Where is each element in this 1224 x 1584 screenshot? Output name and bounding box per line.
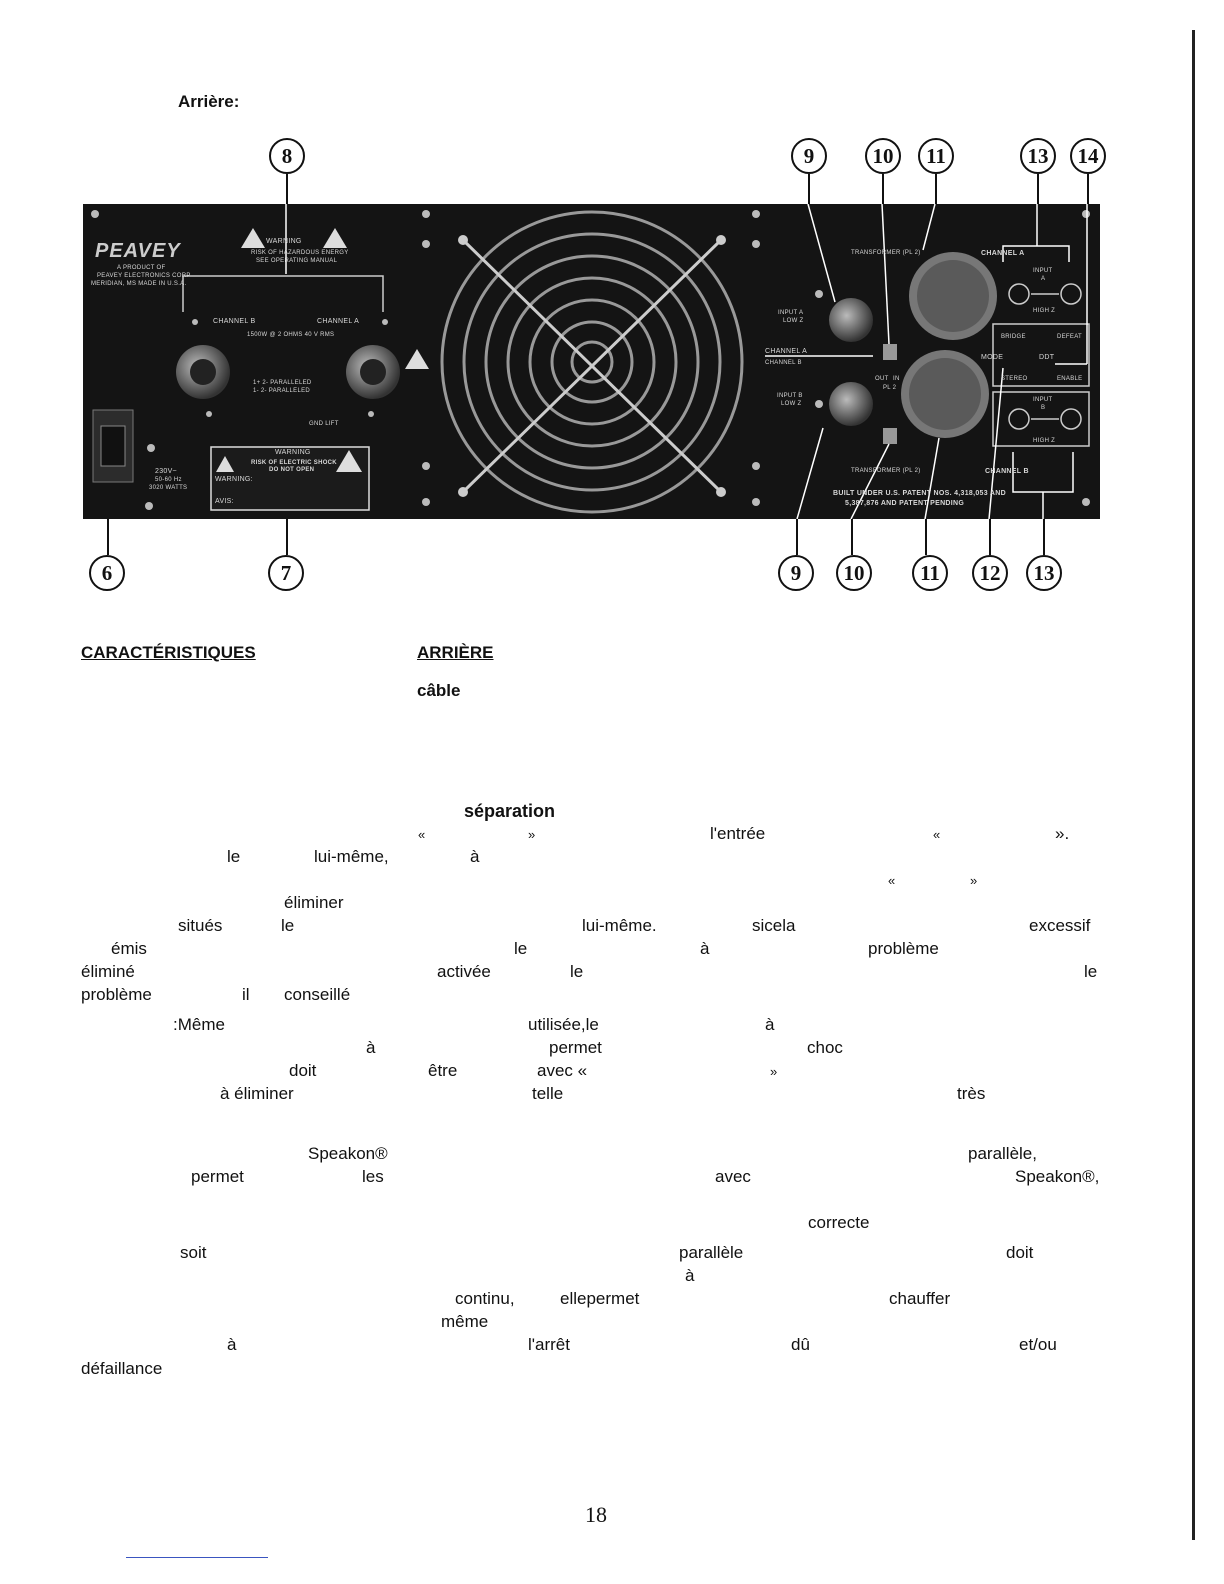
panel-channel-b-right: CHANNEL B (985, 468, 1029, 475)
callout-10-top: 10 (865, 138, 901, 174)
panel-warning-line-2: SEE OPERATING MANUAL (256, 258, 338, 264)
word-a-1: à (470, 847, 480, 866)
panel-input-b-lowz-1: INPUT B (777, 393, 803, 399)
word-meme-2: même (441, 1312, 489, 1331)
panel-input-a-lowz-2: LOW Z (783, 318, 804, 324)
callout-14-top: 14 (1070, 138, 1106, 174)
word-excessif: excessif (1029, 916, 1091, 935)
word-permet-1: permet (549, 1038, 602, 1057)
panel-gnd-lift: GND LIFT (309, 421, 339, 427)
leader-line (107, 519, 109, 555)
panel-ch-a-label: CHANNEL A (765, 348, 808, 355)
leader-line (935, 174, 937, 204)
word-a-4: à (366, 1038, 376, 1057)
panel-bridge: BRIDGE (1001, 334, 1026, 340)
callout-12-bottom: 12 (972, 555, 1008, 591)
panel-channel-a-right: CHANNEL A (981, 250, 1025, 257)
leader-line (1037, 174, 1039, 204)
callout-13-bottom: 13 (1026, 555, 1062, 591)
word-utilisee: utilisée,le (528, 1015, 599, 1034)
word-separation: séparation (464, 801, 556, 821)
rear-panel-graphics (83, 204, 1100, 519)
callout-9-top: 9 (791, 138, 827, 174)
leader-line (1087, 174, 1089, 204)
panel-out: OUT (875, 376, 889, 382)
leader-line (851, 519, 853, 555)
panel-defeat: DEFEAT (1057, 334, 1083, 340)
heading-caracteristiques: CARACTÉRISTIQUES (81, 643, 256, 662)
panel-input-b-lowz-2: LOW Z (781, 401, 802, 407)
word-situes: situés (178, 916, 223, 935)
word-continu: continu, (455, 1289, 515, 1308)
quote-open-3: « (888, 873, 896, 888)
panel-warnbox-shock: RISK OF ELECTRIC SHOCK (251, 460, 337, 466)
leader-line (882, 174, 884, 204)
panel-warning-title: WARNING (266, 238, 302, 245)
word-il: il (242, 985, 250, 1004)
footnote-rule (126, 1557, 268, 1558)
panel-power-3: 3020 WATTS (149, 485, 188, 491)
word-le-3: le (514, 939, 528, 958)
leader-line (286, 174, 288, 204)
panel-power-2: 50-60 Hz (155, 477, 182, 483)
panel-pl2: PL 2 (883, 385, 897, 391)
word-a-3: à (765, 1015, 775, 1034)
word-a-5: à (685, 1266, 695, 1285)
word-probleme-2: problème (81, 985, 152, 1004)
word-du: dû (791, 1335, 810, 1354)
word-le-1: le (227, 847, 241, 866)
panel-warnbox-warning: WARNING: (215, 476, 253, 483)
leader-line (1043, 519, 1045, 555)
panel-warning-line-1: RISK OF HAZARDOUS ENERGY (251, 250, 349, 256)
callout-8-top: 8 (269, 138, 305, 174)
leader-line (808, 174, 810, 204)
word-probleme-1: problème (868, 939, 939, 958)
word-meme-1: :Même (173, 1015, 225, 1034)
callout-7-bottom: 7 (268, 555, 304, 591)
word-sicela: sicela (752, 916, 796, 935)
panel-warnbox-open: DO NOT OPEN (269, 467, 315, 473)
word-a-6: à (227, 1335, 237, 1354)
quote-close-4: » (770, 1064, 778, 1079)
panel-input-a-lowz-1: INPUT A (778, 310, 804, 316)
quote-close-1: » (528, 827, 536, 842)
word-ellepermet: ellepermet (560, 1289, 640, 1308)
callout-6-bottom: 6 (89, 555, 125, 591)
quote-open-1: « (418, 827, 426, 842)
panel-high-z-b: HIGH Z (1033, 438, 1056, 444)
leader-line (925, 519, 927, 555)
word-parallele-1: parallèle, (968, 1144, 1037, 1163)
callout-11-bottom: 11 (912, 555, 948, 591)
panel-paralleled-2: 1- 2- PARALLELED (253, 388, 311, 394)
panel-channel-a: CHANNEL A (317, 318, 360, 325)
quote-close-3: » (970, 873, 978, 888)
word-soit: soit (180, 1243, 207, 1262)
word-telle: telle (532, 1084, 564, 1103)
word-choc: choc (807, 1038, 843, 1057)
rear-panel-photo (83, 204, 1100, 519)
panel-brand-logo: PEAVEY (95, 240, 181, 262)
callout-10-bottom: 10 (836, 555, 872, 591)
word-conseille: conseillé (284, 985, 351, 1004)
panel-mode: MODE (981, 354, 1004, 361)
section-label: Arrière: (178, 92, 240, 111)
word-lui-meme-2: lui-même. (582, 916, 657, 935)
panel-transformer-top: TRANSFORMER (PL 2) (851, 250, 921, 256)
panel-stereo: STEREO (1001, 376, 1028, 382)
panel-patent-1: BUILT UNDER U.S. PATENT NOS. 4,318,053 AND (833, 490, 1006, 497)
word-permet-2: permet (191, 1167, 244, 1186)
panel-brand-sub-3: MERIDIAN, MS MADE IN U.S.A. (91, 281, 187, 287)
heading-arriere: ARRIÈRE (417, 643, 494, 662)
panel-input-b-hi-1: INPUT (1033, 397, 1053, 403)
quote-close-2: ». (1055, 824, 1070, 843)
panel-paralleled-1: 1+ 2- PARALLELED (253, 380, 312, 386)
word-arret: l'arrêt (528, 1335, 570, 1354)
word-elimine: éliminé (81, 962, 135, 981)
panel-patent-2: 5,387,876 AND PATENT PENDING (845, 500, 965, 507)
word-et-ou: et/ou (1019, 1335, 1057, 1354)
panel-warnbox-avis: AVIS: (215, 498, 234, 505)
leader-line (989, 519, 991, 555)
word-speakon-2: Speakon®, (1015, 1167, 1100, 1186)
word-doit-2: doit (1006, 1243, 1034, 1262)
word-activee: activée (437, 962, 491, 981)
panel-brand-sub-1: A PRODUCT OF (117, 265, 166, 271)
panel-in: IN (893, 376, 900, 382)
word-a-2: à (700, 939, 710, 958)
panel-transformer-bottom: TRANSFORMER (PL 2) (851, 468, 921, 474)
word-etre: être (428, 1061, 458, 1080)
word-eliminer-1: éliminer (284, 893, 344, 912)
word-entree: l'entrée (710, 824, 766, 843)
word-lui-meme-1: lui-même, (314, 847, 389, 866)
word-avec-1: avec « (537, 1061, 588, 1080)
panel-rating: 1500W @ 2 OHMS 40 V RMS (247, 332, 335, 338)
callout-13-top: 13 (1020, 138, 1056, 174)
panel-brand-sub-2: PEAVEY ELECTRONICS CORP (97, 273, 191, 279)
panel-ddt: DDT (1039, 354, 1055, 361)
word-le-5: le (1084, 962, 1098, 981)
word-cable: câble (417, 681, 461, 700)
word-defaillance: défaillance (81, 1359, 163, 1378)
word-chauffer: chauffer (889, 1289, 951, 1308)
panel-input-a-hi-1: INPUT (1033, 268, 1053, 274)
panel-channel-b: CHANNEL B (213, 318, 256, 325)
word-parallele-2: parallèle (679, 1243, 744, 1262)
callout-9-bottom: 9 (778, 555, 814, 591)
word-tres: très (957, 1084, 986, 1103)
word-speakon-1: Speakon® (308, 1144, 388, 1163)
word-les: les (362, 1167, 384, 1186)
panel-high-z-a: HIGH Z (1033, 308, 1056, 314)
word-correcte: correcte (808, 1213, 870, 1232)
panel-enable: ENABLE (1057, 376, 1083, 382)
panel-ch-b-label: CHANNEL B (765, 360, 802, 366)
callout-11-top: 11 (918, 138, 954, 174)
word-le-2: le (281, 916, 295, 935)
quote-open-2: « (933, 827, 941, 842)
leader-line (286, 519, 288, 555)
page-number: 18 (585, 1502, 607, 1527)
word-emis: émis (111, 939, 147, 958)
panel-input-b-hi-2: B (1041, 405, 1046, 411)
panel-power-1: 230V~ (155, 468, 177, 475)
leader-line (796, 519, 798, 555)
word-doit-1: doit (289, 1061, 317, 1080)
panel-input-a-hi-2: A (1041, 276, 1046, 282)
panel-warnbox-title: WARNING (275, 449, 311, 456)
word-avec-2: avec (715, 1167, 751, 1186)
word-a-eliminer: à éliminer (220, 1084, 294, 1103)
scan-edge-bar (1192, 30, 1195, 1540)
word-le-4: le (570, 962, 584, 981)
